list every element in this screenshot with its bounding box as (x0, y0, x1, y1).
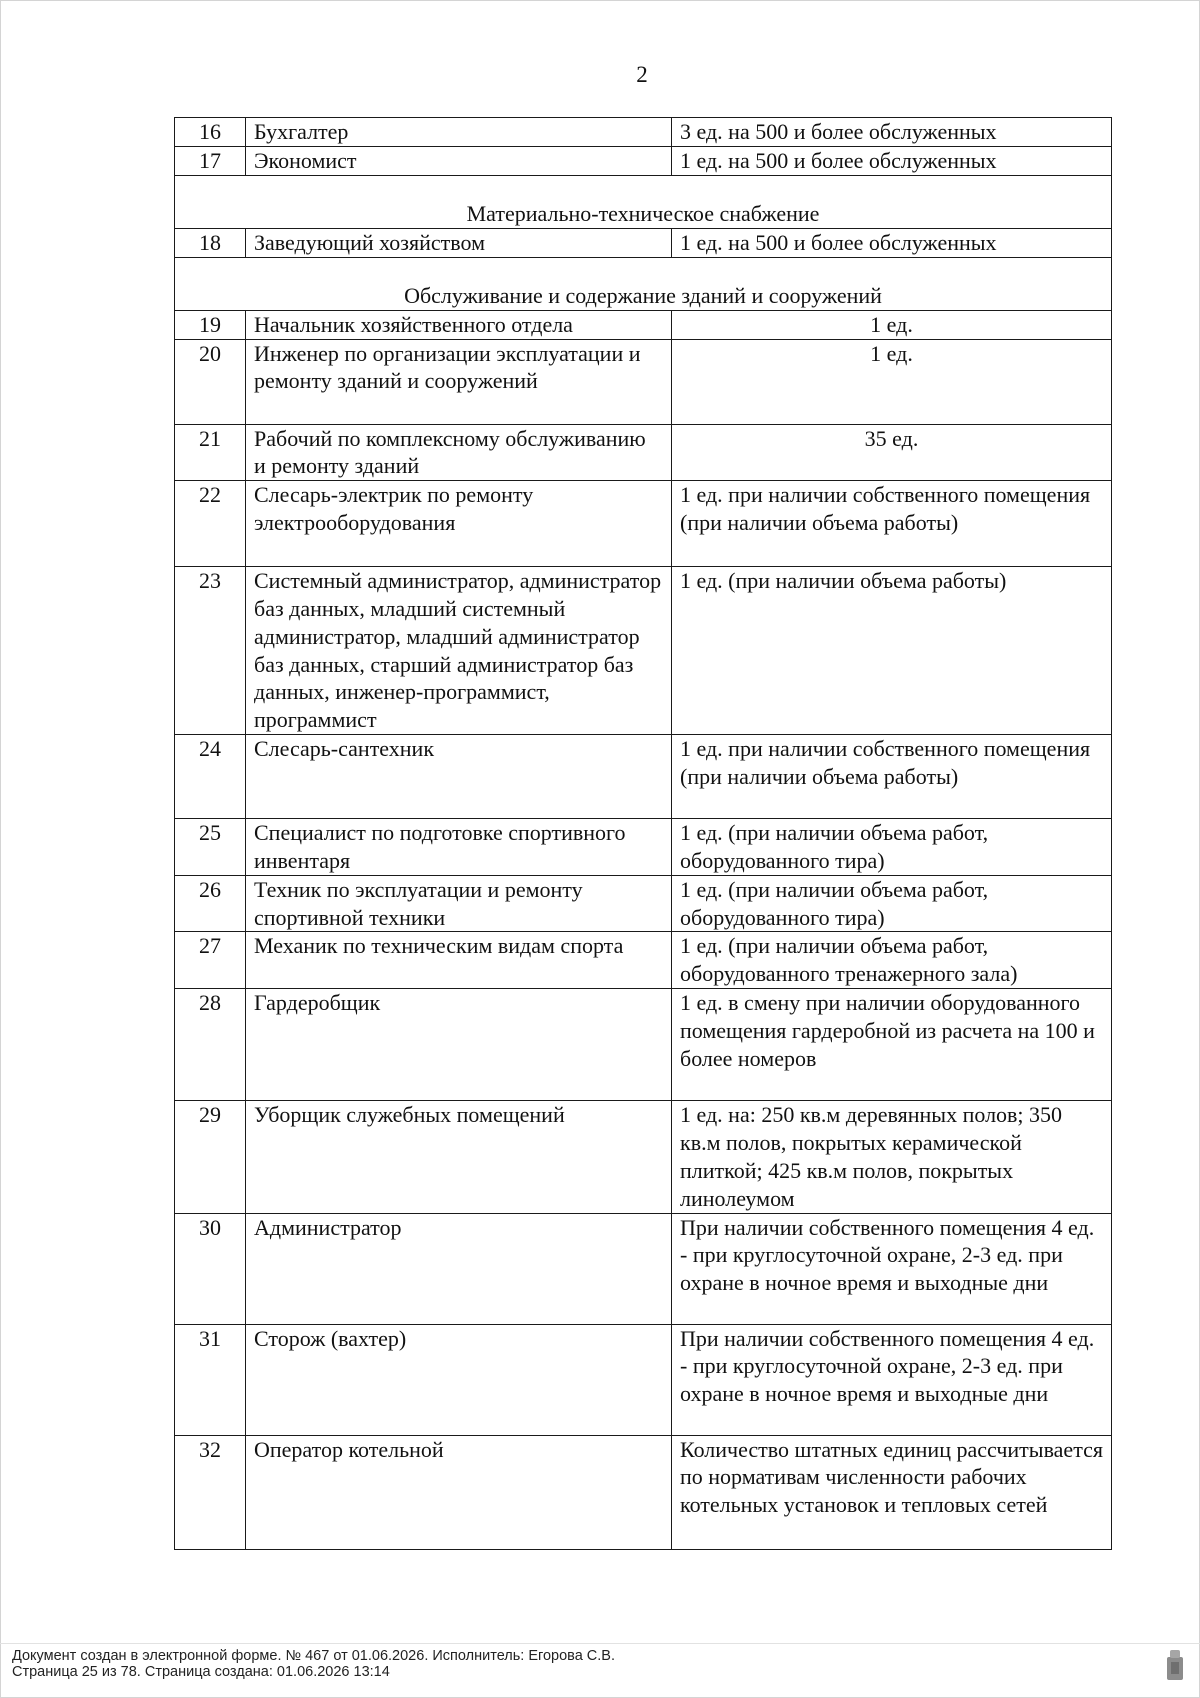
table-row (175, 819, 1112, 876)
table-row (175, 1435, 1112, 1549)
staffing-norm: 1 ед. (672, 339, 1112, 424)
position-name: Рабочий по комплексному обслуживанию и ремонту зданий (246, 424, 672, 481)
staffing-norm: 1 ед. в смену при наличии оборудованного помещения гардеробной из расчета на 100 и более номеров (672, 989, 1112, 1101)
row-number: 24 (175, 735, 246, 819)
row-number: 23 (175, 567, 246, 735)
table-row (175, 1213, 1112, 1324)
position-name: Оператор котельной (246, 1435, 672, 1549)
staffing-norm: 1 ед. (при наличии объема работ, оборудованного тира) (672, 875, 1112, 932)
position-name: Экономист (246, 147, 672, 176)
table-row (175, 424, 1112, 481)
footer-divider (0, 1643, 1200, 1644)
staffing-table (174, 117, 1112, 1550)
staffing-norm: 1 ед. на: 250 кв.м деревянных полов; 350 кв.м полов, покрытых керамической плиткой; 425 кв.м полов, покрытых линолеумом (672, 1101, 1112, 1213)
table-row (175, 1101, 1112, 1213)
position-name: Заведующий хозяйством (246, 229, 672, 258)
position-name: Сторож (вахтер) (246, 1324, 672, 1435)
row-number: 27 (175, 932, 246, 989)
staffing-norm: 1 ед. на 500 и более обслуженных (672, 229, 1112, 258)
staffing-norm: 1 ед. (672, 310, 1112, 339)
footer-document-info: Документ создан в электронной форме. № 467 от 01.06.2026. Исполнитель: Егорова С.В. (12, 1648, 616, 1664)
staffing-table-body (175, 118, 1112, 1550)
table-row (175, 567, 1112, 735)
table-row (175, 118, 1112, 147)
staffing-norm: При наличии собственного помещения 4 ед. - при круглосуточной охране, 2-3 ед. при охране в ночное время и выходные дни (672, 1213, 1112, 1324)
staffing-norm: 1 ед. (при наличии объема работ, оборудованного тренажерного зала) (672, 932, 1112, 989)
row-number: 22 (175, 481, 246, 567)
row-number: 20 (175, 339, 246, 424)
position-name: Системный администратор, администратор баз данных, младший системный администратор, младший администратор баз данных, старший администратор баз данных, инженер-программист, программист (246, 567, 672, 735)
staffing-norm: 1 ед. (при наличии объема работ, оборудованного тира) (672, 819, 1112, 876)
row-number: 32 (175, 1435, 246, 1549)
row-number: 21 (175, 424, 246, 481)
row-number: 26 (175, 875, 246, 932)
coat-of-arms-icon (1164, 1648, 1186, 1682)
table-row (175, 229, 1112, 258)
position-name: Специалист по подготовке спортивного инвентаря (246, 819, 672, 876)
row-number: 28 (175, 989, 246, 1101)
position-name: Слесарь-электрик по ремонту электрооборудования (246, 481, 672, 567)
staffing-norm: 35 ед. (672, 424, 1112, 481)
staffing-norm: 1 ед. при наличии собственного помещения (при наличии объема работы) (672, 735, 1112, 819)
row-number: 16 (175, 118, 246, 147)
row-number: 30 (175, 1213, 246, 1324)
row-number: 19 (175, 310, 246, 339)
table-row (175, 339, 1112, 424)
position-name: Администратор (246, 1213, 672, 1324)
staffing-norm: 3 ед. на 500 и более обслуженных (672, 118, 1112, 147)
table-row (175, 147, 1112, 176)
staffing-norm: Количество штатных единиц рассчитывается по нормативам численности рабочих котельных установок и тепловых сетей (672, 1435, 1112, 1549)
position-name: Бухгалтер (246, 118, 672, 147)
row-number: 29 (175, 1101, 246, 1213)
position-name: Инженер по организации эксплуатации и ремонту зданий и сооружений (246, 339, 672, 424)
table-row (175, 1324, 1112, 1435)
page-number: 2 (636, 62, 648, 87)
section-title: Материально-техническое снабжение (175, 176, 1112, 229)
position-name: Слесарь-сантехник (246, 735, 672, 819)
row-number: 18 (175, 229, 246, 258)
row-number: 31 (175, 1324, 246, 1435)
table-row (175, 932, 1112, 989)
footer-page-info: Страница 25 из 78. Страница создана: 01.06.2026 13:14 (12, 1664, 390, 1680)
section-row (175, 257, 1112, 310)
table-row (175, 989, 1112, 1101)
table-row (175, 310, 1112, 339)
table-row (175, 481, 1112, 567)
table-row (175, 735, 1112, 819)
position-name: Уборщик служебных помещений (246, 1101, 672, 1213)
position-name: Техник по эксплуатации и ремонту спортивной техники (246, 875, 672, 932)
position-name: Гардеробщик (246, 989, 672, 1101)
position-name: Механик по техническим видам спорта (246, 932, 672, 989)
staffing-norm: При наличии собственного помещения 4 ед. - при круглосуточной охране, 2-3 ед. при охране в ночное время и выходные дни (672, 1324, 1112, 1435)
document-footer (12, 1648, 615, 1680)
table-row (175, 875, 1112, 932)
position-name: Начальник хозяйственного отдела (246, 310, 672, 339)
staffing-norm: 1 ед. при наличии собственного помещения (при наличии объема работы) (672, 481, 1112, 567)
row-number: 17 (175, 147, 246, 176)
row-number: 25 (175, 819, 246, 876)
section-row (175, 176, 1112, 229)
staffing-norm: 1 ед. на 500 и более обслуженных (672, 147, 1112, 176)
section-title: Обслуживание и содержание зданий и сооружений (175, 257, 1112, 310)
staffing-norm: 1 ед. (при наличии объема работы) (672, 567, 1112, 735)
